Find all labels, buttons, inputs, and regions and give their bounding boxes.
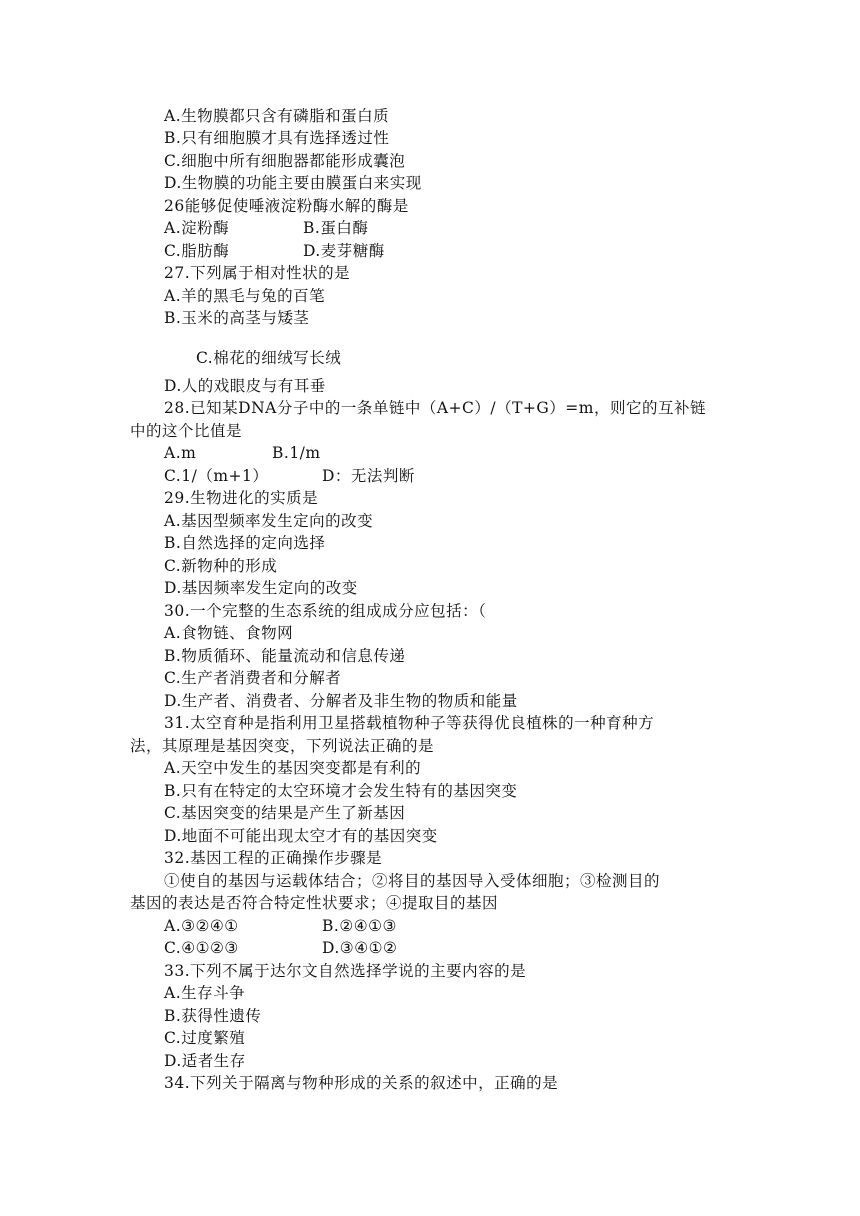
option-d-q25: D.生物膜的功能主要由膜蛋白来实现 — [164, 174, 422, 192]
option-a-q27: A.羊的黑毛与兔的百笔 — [164, 287, 326, 305]
question-32: 32.基因工程的正确操作步骤是 — [164, 849, 383, 867]
option-d-q33: D.适者生存 — [164, 1052, 246, 1070]
option-a-q29: A.基因型频率发生定向的改变 — [164, 512, 374, 530]
option-c-q26: C.脂肪酶 — [164, 242, 230, 260]
option-d-q31: D.地面不可能出现太空才有的基因突变 — [164, 827, 438, 845]
option-a-q33: A.生存斗争 — [164, 984, 246, 1002]
option-d-q32: D.③④①② — [322, 939, 398, 957]
option-c-q29: C.新物种的形成 — [164, 557, 278, 575]
option-d-q29: D.基因频率发生定向的改变 — [164, 579, 358, 597]
question-30: 30.一个完整的生态系统的组成成分应包括：（ — [164, 602, 487, 620]
question-33: 33.下列不属于达尔文自然选择学说的主要内容的是 — [164, 962, 527, 980]
option-b-q33: B.获得性遗传 — [164, 1007, 262, 1025]
question-31-cont: 法，其原理是基因突变，下列说法正确的是 — [130, 737, 435, 755]
option-b-q25: B.只有细胞膜才具有选择透过性 — [164, 129, 390, 147]
option-b-q30: B.物质循环、能量流动和信息传递 — [164, 647, 406, 665]
option-d-q30: D.生产者、消费者、分解者及非生物的物质和能量 — [164, 692, 518, 710]
question-29: 29.生物进化的实质是 — [164, 489, 319, 507]
question-31: 31.太空育种是指利用卫星搭载植物种子等获得优良植株的一种育种方 — [164, 714, 655, 732]
option-c-q31: C.基因突变的结果是产生了新基因 — [164, 804, 406, 822]
option-b-q28: B.1/m — [272, 444, 321, 462]
option-a-q32: A.③②④① — [164, 917, 239, 935]
option-b-q26: B.蛋白酶 — [303, 219, 369, 237]
option-c-q30: C.生产者消费者和分解者 — [164, 669, 342, 687]
option-a-q25: A.生物膜都只含有磷脂和蛋白质 — [164, 107, 390, 125]
option-c-q32: C.④①②③ — [164, 939, 239, 957]
option-a-q26: A.淀粉酶 — [164, 219, 230, 237]
option-c-q25: C.细胞中所有细胞器都能形成囊泡 — [164, 152, 406, 170]
question-28: 28.已知某DNA分子中的一条单链中（A+C）/（T+G）=m，则它的互补链 — [164, 399, 706, 417]
option-a-q30: A.食物链、食物网 — [164, 624, 294, 642]
option-c-q27: C.棉花的细绒写长绒 — [196, 349, 342, 367]
option-c-q33: C.过度繁殖 — [164, 1029, 246, 1047]
question-32-steps-cont: 基因的表达是否符合特定性状要求；④提取目的基因 — [130, 894, 499, 912]
option-a-q31: A.天空中发生的基因突变都是有利的 — [164, 759, 422, 777]
option-c-q28: C.1/（m+1） — [164, 467, 269, 485]
option-d-q28: D：无法判断 — [322, 467, 415, 485]
option-b-q27: B.玉米的高茎与矮茎 — [164, 309, 310, 327]
option-d-q27: D.人的戏眼皮与有耳垂 — [164, 377, 326, 395]
option-b-q29: B.自然选择的定向选择 — [164, 534, 326, 552]
question-32-steps: ①使自的基因与运载体结合；②将目的基因导入受体细胞；③检测目的 — [164, 872, 661, 890]
question-26: 26能够促使唾液淀粉酶水解的酶是 — [164, 197, 409, 215]
option-b-q31: B.只有在特定的太空环境才会发生特有的基因突变 — [164, 782, 518, 800]
question-34: 34.下列关于隔离与物种形成的关系的叙述中，正确的是 — [164, 1074, 559, 1092]
option-d-q26: D.麦芽糖酶 — [303, 242, 385, 260]
option-a-q28: A.m — [164, 444, 197, 462]
question-27: 27.下列属于相对性状的是 — [164, 264, 351, 282]
question-28-cont: 中的这个比值是 — [130, 422, 243, 440]
option-b-q32: B.②④①③ — [322, 917, 397, 935]
